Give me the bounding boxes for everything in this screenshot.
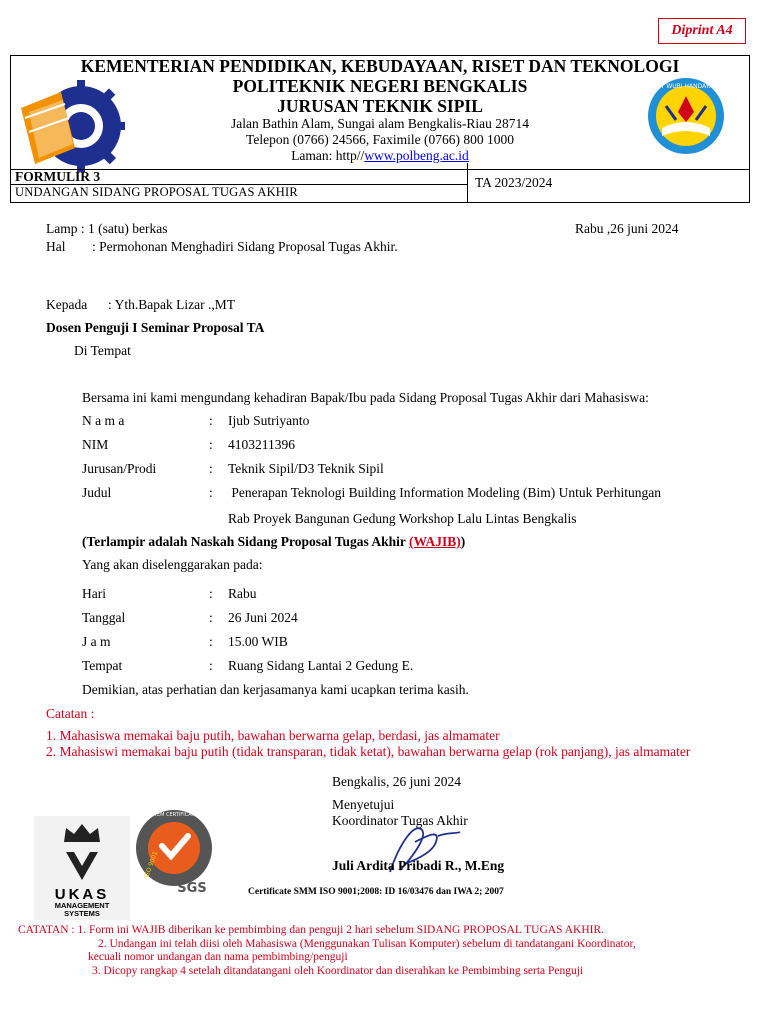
schedule-label: J a m bbox=[82, 634, 111, 649]
colon: : bbox=[209, 586, 213, 601]
colon: : bbox=[209, 634, 213, 649]
ukas-subtext-1: MANAGEMENT bbox=[54, 901, 110, 910]
student-label: NIM bbox=[82, 437, 109, 452]
intro-text: Bersama ini kami mengundang kehadiran Bapak/Ibu pada Sidang Proposal Tugas Akhir dari Mahasiswa: bbox=[82, 390, 649, 405]
student-nim: 4103211396 bbox=[228, 437, 295, 452]
attachment-line: Lamp : 1 (satu) berkas bbox=[46, 221, 168, 236]
letter-date: Rabu ,26 juni 2024 bbox=[575, 221, 679, 236]
ukas-logo bbox=[34, 816, 130, 920]
required-mark: (WAJIB) bbox=[409, 534, 461, 549]
coordinator-name: Juli Ardita Pribadi R., M.Eng bbox=[332, 858, 505, 873]
schedule-label: Tanggal bbox=[82, 610, 126, 625]
colon: : bbox=[209, 610, 213, 625]
schedule-day: Rabu bbox=[228, 586, 257, 601]
schedule-date: 26 Juni 2024 bbox=[228, 610, 298, 625]
certificate-text: Certificate SMM ISO 9001;2008: ID 16/03476 dan IWA 2; 2007 bbox=[248, 887, 504, 897]
colon: : bbox=[209, 437, 213, 452]
thesis-title: Penerapan Teknologi Building Information Modeling (Bim) Untuk Perhitungan bbox=[228, 485, 661, 500]
form-title: UNDANGAN SIDANG PROPOSAL TUGAS AKHIR bbox=[15, 185, 298, 199]
closing-text: Demikian, atas perhatian dan kerjasamanya kami ucapkan terima kasih. bbox=[82, 682, 469, 697]
ministry-name: KEMENTERIAN PENDIDIKAN, KEBUDAYAAN, RISET DAN TEKNOLOGI bbox=[80, 56, 680, 76]
footer-note-2: 2. Undangan ini telah diisi oleh Mahasiswa (Menggunakan Tulisan Komputer) sebelum di tandatangani Koordinator, bbox=[98, 938, 636, 950]
ukas-text: UKAS bbox=[54, 886, 110, 903]
phone-text: Telepon (0766) 24566, Faximile (0766) 800 1000 bbox=[246, 132, 514, 147]
footer-note-4: 3. Dicopy rangkap 4 setelah ditandatangani oleh Koordinator dan diserahkan ke Pembimbing serta Penguji bbox=[92, 965, 584, 977]
crown-icon bbox=[60, 820, 104, 844]
signing-place-date: Bengkalis, 26 juni 2024 bbox=[332, 774, 461, 789]
tut-wuri-handayani-logo-icon bbox=[636, 76, 736, 156]
ukas-subtext-2: SYSTEMS bbox=[64, 909, 100, 918]
recipient-role: Dosen Penguji I Seminar Proposal TA bbox=[46, 320, 265, 335]
schedule-place: Ruang Sidang Lantai 2 Gedung E. bbox=[228, 658, 414, 673]
website-prefix: Laman: http// bbox=[291, 148, 365, 163]
student-label: Jurusan/Prodi bbox=[82, 461, 157, 476]
coordinator-role: Koordinator Tugas Akhir bbox=[332, 813, 468, 828]
subject-value: : Permohonan Menghadiri Sidang Proposal Tugas Akhir. bbox=[92, 239, 398, 254]
attachment-note bbox=[82, 534, 465, 550]
student-program: Teknik Sipil/D3 Teknik Sipil bbox=[228, 461, 384, 476]
student-name: Ijub Sutriyanto bbox=[228, 413, 310, 428]
recipient-value: : Yth.Bapak Lizar .,MT bbox=[108, 297, 235, 312]
colon: : bbox=[209, 461, 213, 476]
subject-label: Hal bbox=[46, 239, 66, 254]
website-link[interactable]: www.polbeng.ac.id bbox=[364, 148, 469, 163]
schedule-time: 15.00 WIB bbox=[228, 634, 288, 649]
note-item: 2. Mahasiswi memakai baju putih (tidak transparan, tidak ketat), bawahan berwarna gelap (rok panjang), jas almamater bbox=[46, 744, 691, 759]
checkmark-icon bbox=[62, 846, 102, 886]
form-divider-top bbox=[11, 169, 749, 170]
di-tempat: Di Tempat bbox=[74, 343, 131, 358]
schedule-label: Hari bbox=[82, 586, 106, 601]
print-size-badge: Diprint A4 bbox=[658, 18, 746, 44]
footer-note-3: kecuali nomor undangan dan nama pembimbing/penguji bbox=[88, 951, 348, 963]
form-divider-vertical bbox=[467, 163, 468, 203]
sgs-iso-text: ISO 9001 bbox=[143, 850, 160, 879]
academic-year: TA 2023/2024 bbox=[475, 175, 553, 190]
attachment-note-post: ) bbox=[460, 534, 466, 549]
sgs-iso-logo-icon bbox=[134, 808, 216, 898]
student-label: Judul bbox=[82, 485, 112, 500]
colon: : bbox=[209, 485, 213, 500]
colon: : bbox=[209, 658, 213, 673]
notes-title: Catatan : bbox=[46, 706, 95, 721]
student-label: N a m a bbox=[82, 413, 125, 428]
sgs-text: SGS bbox=[177, 881, 207, 896]
attachment-note-pre: (Terlampir adalah Naskah Sidang Proposal Tugas Akhir bbox=[82, 534, 409, 549]
approval-text: Menyetujui bbox=[332, 797, 395, 812]
recipient-label: Kepada bbox=[46, 297, 88, 312]
address-text: Jalan Bathin Alam, Sungai alam Bengkalis-Riau 28714 bbox=[230, 116, 530, 131]
department-name: JURUSAN TEKNIK SIPIL bbox=[277, 96, 483, 116]
logo-motto: TUT WURI HANDAYANI bbox=[652, 83, 720, 90]
institution-name: POLITEKNIK NEGERI BENGKALIS bbox=[232, 76, 528, 96]
colon: : bbox=[209, 413, 213, 428]
note-item: 1. Mahasiswa memakai baju putih, bawahan berwarna gelap, berdasi, jas almamater bbox=[46, 728, 500, 743]
sgs-system-cert-text: SYSTEM CERTIFICATION bbox=[144, 812, 204, 818]
form-number: FORMULIR 3 bbox=[15, 169, 101, 184]
schedule-label: Tempat bbox=[82, 658, 123, 673]
ukas-subtext bbox=[34, 902, 130, 918]
schedule-intro: Yang akan diselenggarakan pada: bbox=[82, 557, 263, 572]
thesis-title-cont: Rab Proyek Bangunan Gedung Workshop Lalu Lintas Bengkalis bbox=[228, 511, 577, 526]
letterhead bbox=[10, 55, 750, 203]
footer-note-1: CATATAN : 1. Form ini WAJIB diberikan ke pembimbing dan penguji 2 hari sebelum SIDANG PROPOSAL TUGAS AKHIR. bbox=[18, 924, 605, 936]
